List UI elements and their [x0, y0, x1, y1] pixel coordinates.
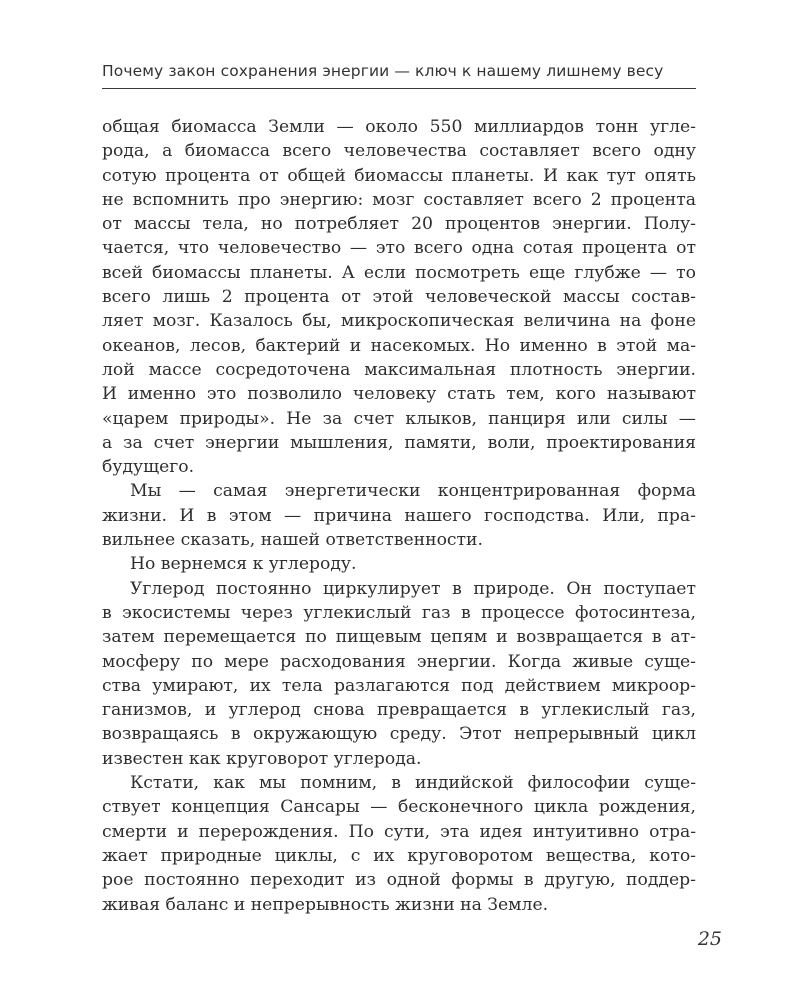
text-line: ствует концепция Сансары — бесконечного цикла рождения, [102, 797, 696, 818]
text-line: мосферу по мере расходования энергии. Когда живые суще- [102, 651, 696, 672]
text-line: а за счет энергии мышления, памяти, воли, проектирования [102, 432, 696, 453]
text-line: лой массе сосредоточена максимальная плотность энергии. [102, 359, 696, 380]
text-line: затем перемещается по пищевым цепям и возвращается в ат- [102, 627, 696, 648]
page-number: 25 [697, 928, 722, 950]
text-line: живая баланс и непрерывность жизни на Земле. [102, 894, 549, 915]
text-line: Но вернемся к углероду. [130, 554, 357, 575]
text-line: океанов, лесов, бактерий и насекомых. Но именно в этой ма- [102, 335, 696, 356]
text-line: в экосистемы через углекислый газ в процессе фотосинтеза, [102, 602, 696, 623]
text-line: известен как круговорот углерода. [102, 748, 422, 769]
text-line: жизни. И в этом — причина нашего господства. Или, пра- [102, 505, 696, 526]
text-line: смерти и перерождения. По сути, эта идея интуитивно отра- [102, 821, 696, 842]
header-rule [102, 88, 696, 89]
text-line: возвращаясь в окружающую среду. Этот непрерывный цикл [102, 724, 696, 745]
text-line: ганизмов, и углерод снова превращается в углекислый газ, [102, 700, 696, 721]
text-line: общая биомасса Земли — около 550 миллиардов тонн угле- [102, 117, 696, 137]
text-line: жает природные циклы, с их круговоротом вещества, кото- [102, 845, 696, 866]
text-line: Мы — самая энергетически концентрированная форма [130, 481, 696, 502]
text-line: всего лишь 2 процента от этой человеческой массы состав- [102, 287, 696, 308]
text-line: не вспомнить про энергию: мозг составляет всего 2 процента [102, 189, 696, 210]
text-line: от массы тела, но потребляет 20 процентов энергии. Полу- [102, 214, 696, 235]
running-head-title: Почему закон сохранения энергии — ключ к нашему лишнему весу [102, 62, 664, 80]
text-line: ляет мозг. Казалось бы, микроскопическая величина на фоне [102, 311, 696, 332]
text-line: чается, что человечество — это всего одна сотая процента от [102, 238, 696, 259]
text-line: всей биомассы планеты. А если посмотреть еще глубже — то [102, 262, 696, 283]
text-line: сотую процента от общей биомассы планеты. И как тут опять [102, 165, 696, 186]
text-line: рода, а биомасса всего человечества составляет всего одну [102, 141, 696, 162]
text-line: Углерод постоянно циркулирует в природе. Он поступает [130, 578, 696, 599]
text-line: будущего. [102, 457, 195, 478]
text-line: «царем природы». Не за счет клыков, панциря или силы — [102, 408, 696, 429]
body-text [102, 115, 696, 917]
text-line: рое постоянно переходит из одной формы в другую, поддер- [102, 870, 696, 891]
text-line: вильнее сказать, нашей ответственности. [102, 530, 483, 551]
text-line: Кстати, как мы помним, в индийской философии суще- [130, 773, 696, 794]
text-line: ства умирают, их тела разлагаются под действием микроор- [102, 675, 696, 696]
text-line: И именно это позволило человеку стать тем, кого называют [102, 384, 696, 405]
